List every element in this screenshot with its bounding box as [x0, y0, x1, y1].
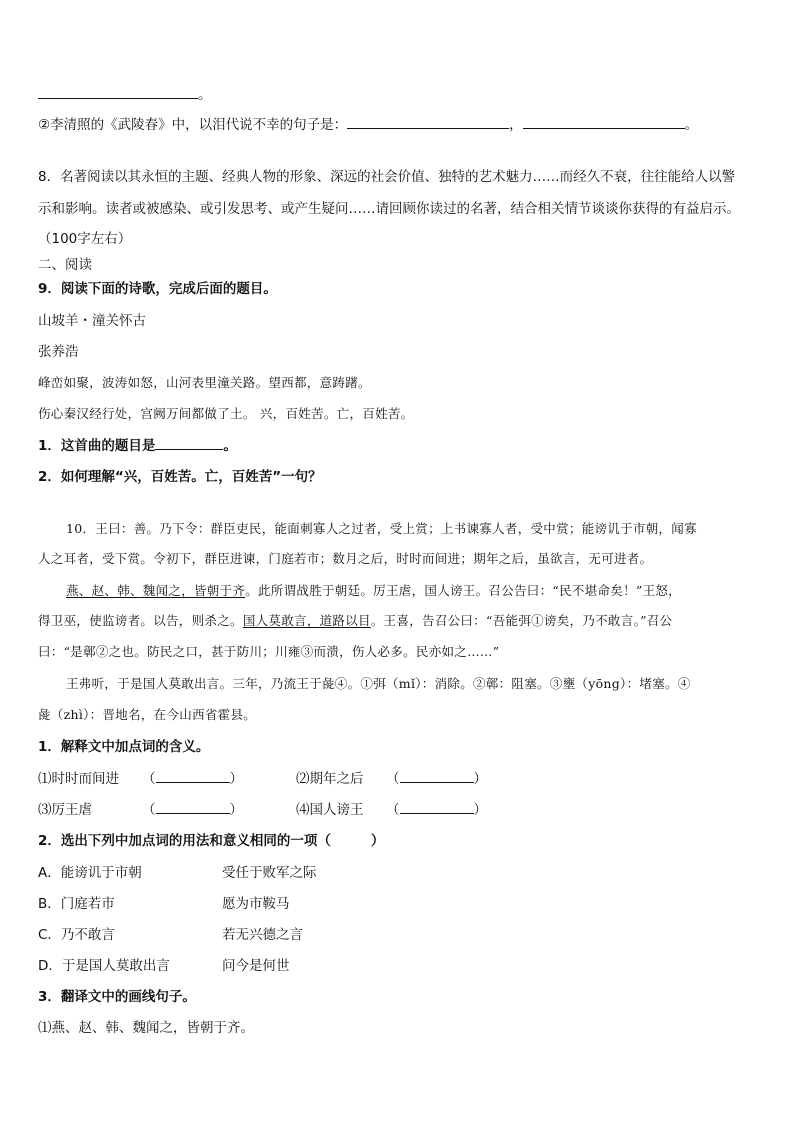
- question-9-sub-1: [38, 437, 237, 455]
- passage-p3-line-2: 彘（zhì）：晋地名，在今山西省霍县。: [38, 707, 257, 722]
- paren-open: （: [386, 802, 400, 818]
- paren-close: ）: [370, 833, 385, 849]
- answer-blank-2[interactable]: [523, 116, 685, 129]
- paren-close: ）: [229, 771, 243, 787]
- option-b[interactable]: B．门庭若市: [38, 896, 115, 912]
- paren-close: ）: [473, 802, 487, 818]
- word-item-1: [38, 770, 119, 788]
- answer-blank[interactable]: [400, 770, 474, 783]
- paren-open: （: [142, 771, 156, 787]
- line-end-mark: 。: [684, 117, 699, 133]
- paren-close: ）: [229, 802, 243, 818]
- question-8-line-2: 示和影响。读者或被感染、或引发思考、或产生疑问……请回顾你读过的名著，结合相关情节谈谈你获得的有益启示。: [38, 201, 740, 217]
- translate-item-1: ⑴燕、赵、韩、魏闻之，皆朝于齐。: [38, 1020, 254, 1036]
- answer-line-continuation: [38, 86, 212, 104]
- option-d[interactable]: D．于是国人莫敢出言: [38, 958, 170, 974]
- question-7-2-text: ②李清照的《武陵春》中，以泪代说不幸的句子是：: [38, 117, 348, 133]
- word-item-4: [296, 801, 364, 819]
- underlined-sentence-2: 国人莫敢言，道路以目: [242, 613, 371, 628]
- option-b-compare: 愿为市鞍马: [222, 896, 290, 912]
- section-heading: 二、阅读: [38, 257, 92, 273]
- option-d-compare: 问今是何世: [222, 958, 290, 974]
- option-a-compare: 受任于败军之际: [222, 865, 317, 881]
- word-item-1-answer: [142, 770, 243, 788]
- word-item-label: ⑴时时而间进: [38, 771, 119, 787]
- word-item-4-answer: [386, 801, 487, 819]
- paren-open: （: [386, 771, 400, 787]
- passage-p1-line-1: 10．王曰：善。乃下令：群臣吏民，能面刺寡人之过者，受上赏；上书谏寡人者，受中赏；能谤讥于市朝，闻寡: [66, 521, 697, 536]
- question-9-sub-2: 2．如何理解“兴，百姓苦。亡，百姓苦”一句？: [38, 469, 322, 485]
- answer-blank[interactable]: [400, 801, 474, 814]
- question-8-line-3: （100字左右）: [38, 231, 132, 247]
- answer-blank[interactable]: [156, 770, 230, 783]
- word-item-label: ⑵期年之后: [296, 771, 364, 787]
- word-item-2: [296, 770, 364, 788]
- question-10-sub-1: 1．解释文中加点词的含义。: [38, 739, 210, 755]
- passage-text: 得卫巫，使监谤者。以告，则杀之。: [38, 613, 243, 628]
- sub-question-text: 1．这首曲的题目是: [38, 438, 156, 454]
- answer-blank[interactable]: [38, 86, 198, 99]
- question-7-2: [38, 116, 698, 134]
- word-item-2-answer: [386, 770, 487, 788]
- answer-blank[interactable]: [155, 437, 223, 450]
- question-9-intro: 9．阅读下面的诗歌，完成后面的题目。: [38, 281, 277, 297]
- option-c-compare: 若无兴德之言: [222, 927, 303, 943]
- passage-text: 。此所谓战胜于朝廷。厉王虐，国人谤王。召公告曰：“民不堪命矣！”王怒，: [245, 583, 681, 598]
- poem-line-1: 峰峦如聚，波涛如怒，山河表里潼关路。望西都，意踌躇。: [38, 375, 371, 390]
- answer-blank[interactable]: [156, 801, 230, 814]
- passage-text: 。王喜，告召公曰：“吾能弭①谤矣，乃不敢言。”召公: [370, 613, 673, 628]
- line-end-mark: 。: [198, 87, 212, 103]
- passage-p2-line-1: [66, 582, 681, 600]
- sub-question-text: 2．选出下列中加点词的用法和意义相同的一项（: [38, 833, 331, 849]
- word-item-3-answer: [142, 801, 243, 819]
- poem-author: 张养浩: [38, 344, 79, 360]
- word-item-label: ⑶厉王虐: [38, 802, 92, 818]
- passage-p3-line-1: 王弗听，于是国人莫敢出言。三年，乃流王于彘④。①弭（mǐ）：消除。②鄣：阻塞。③壅（yōng）：堵塞。④: [66, 676, 691, 691]
- question-8-line-1: 8．名著阅读以其永恒的主题、经典人物的形象、深远的社会价值、独特的艺术魅力……而经久不衰，往往能给人以警: [38, 169, 736, 185]
- option-c[interactable]: C．乃不敢言: [38, 927, 115, 943]
- passage-p2-line-3: 曰：“是鄣②之也。防民之口，甚于防川；川雍③而溃，伤人必多。民亦如之……”: [38, 644, 500, 659]
- poem-title: 山坡羊・潼关怀古: [38, 313, 146, 329]
- word-item-3: [38, 801, 92, 819]
- question-10-sub-3: 3．翻译文中的画线句子。: [38, 989, 196, 1005]
- option-a[interactable]: A．能谤讥于市朝: [38, 865, 142, 881]
- answer-blank-1[interactable]: [347, 116, 509, 129]
- poem-line-2: 伤心秦汉经行处，宫阙万间都做了土。 兴，百姓苦。亡，百姓苦。: [38, 406, 414, 421]
- passage-p2-line-2: [38, 612, 672, 630]
- paren-close: ）: [473, 771, 487, 787]
- separator: ，: [509, 117, 523, 133]
- line-end-mark: 。: [223, 438, 237, 454]
- paren-open: （: [142, 802, 156, 818]
- question-10-sub-2: [38, 832, 384, 850]
- passage-p1-line-2: 人之耳者，受下赏。令初下，群臣进谏，门庭若市；数月之后，时时而间进；期年之后，虽欲言，无可进者。: [38, 551, 653, 566]
- underlined-sentence-1: 燕、赵、韩、魏闻之，皆朝于齐: [66, 583, 246, 598]
- word-item-label: ⑷国人谤王: [296, 802, 364, 818]
